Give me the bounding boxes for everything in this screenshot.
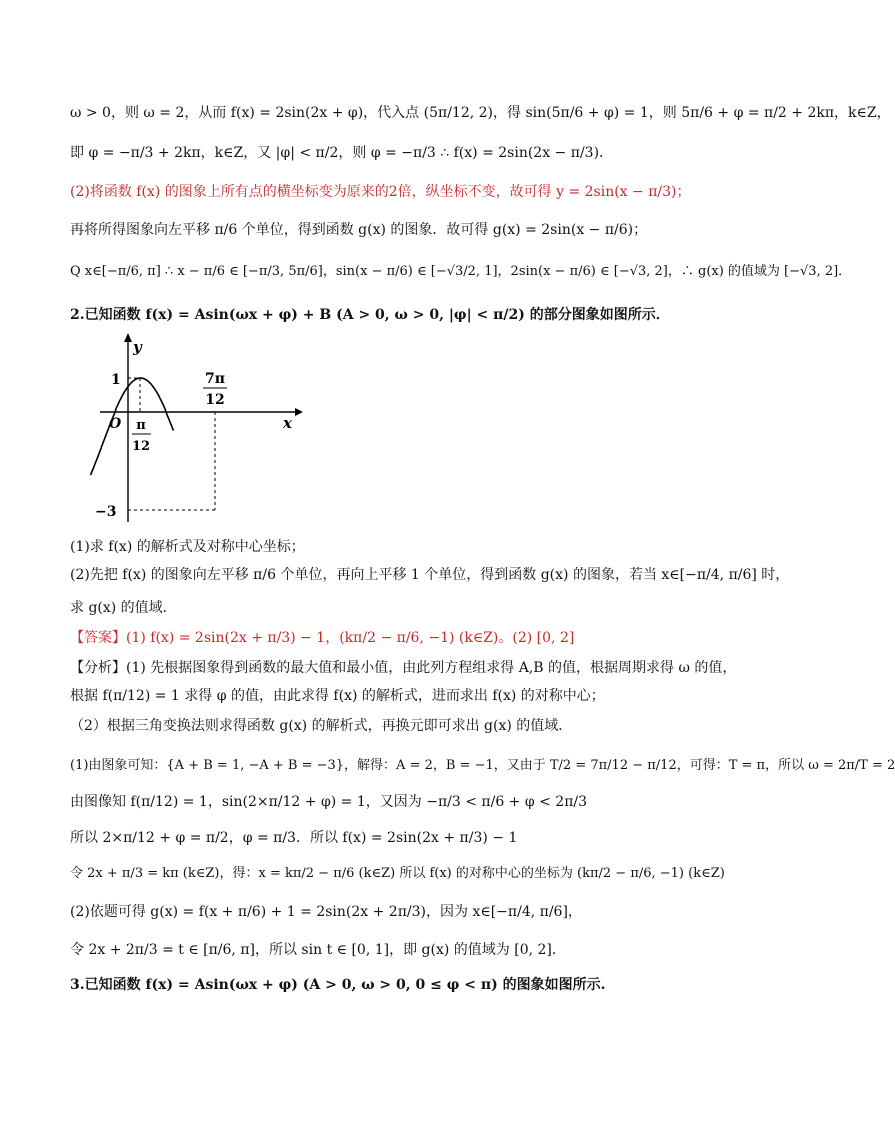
x-axis-arrow: [295, 408, 303, 416]
problem2-statement: 2.已知函数 f(x) = Asin(ωx + φ) + B (A > 0, ω > 0, |φ| < π/2) 的部分图象如图所示．: [70, 307, 670, 323]
x2-denominator: 12: [205, 392, 225, 408]
sine-curve: [91, 378, 174, 475]
problem2-q2b: 求 g(x) 的值域．: [70, 600, 177, 616]
solution-line-5: (2)依题可得 g(x) = f(x + π/6) + 1 = 2sin(2x + 2π/3)，因为 x∈[−π/4, π/6]，: [70, 904, 582, 920]
x-axis-label: x: [283, 414, 292, 432]
solution-line-2: 由图像知 f(π/12) = 1，sin(2×π/12 + φ) = 1，又因为 −π/3 < π/6 + φ < 2π/3: [70, 794, 588, 810]
prev-solution-line-4: 再将所得图象向左平移 π/6 个单位，得到函数 g(x) 的图象．故可得 g(x) = 2sin(x − π/6)；: [70, 222, 648, 238]
analysis-line-2: 根据 f(π/12) = 1 求得 φ 的值，由此求得 f(x) 的解析式，进而求出 f(x) 的对称中心；: [70, 688, 605, 704]
solution-line-3: 所以 2×π/12 + φ = π/2，φ = π/3．所以 f(x) = 2sin(2x + π/3) − 1: [70, 830, 518, 846]
part2-text: (2)将函数 f(x) 的图象上所有点的横坐标变为原来的2倍，纵坐标不变，故可得 y = 2sin(x − π/3)；: [70, 184, 691, 200]
answer-line: 【答案】(1) f(x) = 2sin(2x + π/3) − 1，(kπ/2 − π/6, −1) (k∈Z)。(2) [0, 2]: [70, 630, 575, 646]
solution-line-6: 令 2x + 2π/3 = t ∈ [π/6, π]，所以 sin t ∈ [0, 1]，即 g(x) 的值域为 [0, 2]．: [70, 942, 566, 958]
prev-solution-line-1: ω > 0，则 ω = 2，从而 f(x) = 2sin(2x + φ)，代入点 (5π/12, 2)，得 sin(5π/6 + φ) = 1，则 5π/6 + φ = π/2 + 2kπ，k∈Z，: [70, 105, 891, 121]
x1-numerator: π: [136, 418, 146, 433]
solution-line-1: (1)由图象可知：{A + B = 1, −A + B = −3}，解得：A = 2，B = −1，又由于 T/2 = 7π/12 − π/12，可得：T = π，所以 ω = 2π/T = 2: [70, 758, 895, 773]
problem2-q1: (1)求 f(x) 的解析式及对称中心坐标；: [70, 539, 305, 555]
solution-line-4: 令 2x + π/3 = kπ (k∈Z)，得：x = kπ/2 − π/6 (k∈Z) 所以 f(x) 的对称中心的坐标为 (kπ/2 − π/6, −1) (k∈Z): [70, 866, 725, 881]
analysis-line-3: （2）根据三角变换法则求得函数 g(x) 的解析式，再换元即可求出 g(x) 的值域．: [70, 718, 573, 734]
origin-label: O: [109, 416, 122, 432]
y-axis-label: y: [133, 338, 142, 356]
sine-graph: [95, 330, 310, 530]
x1-denominator: 12: [131, 439, 151, 454]
x2-numerator: 7π: [205, 371, 225, 387]
analysis-line-1: 【分析】(1) 先根据图象得到函数的最大值和最小值，由此列方程组求得 A,B 的值，根据周期求得 ω 的值，: [70, 660, 737, 676]
problem3-statement: 3.已知函数 f(x) = Asin(ωx + φ) (A > 0, ω > 0, 0 ≤ φ < π) 的图象如图所示.: [70, 977, 606, 993]
problem2-q2a: (2)先把 f(x) 的图象向左平移 π/6 个单位，再向上平移 1 个单位，得到函数 g(x) 的图象，若当 x∈[−π/4, π/6] 时，: [70, 567, 790, 583]
prev-solution-line-3: [70, 182, 753, 202]
y-axis-arrow: [124, 333, 132, 342]
prev-solution-line-2: 即 φ = −π/3 + 2kπ，k∈Z，又 |φ| < π/2，则 φ = −π/3 ∴ f(x) = 2sin(2x − π/3)．: [70, 145, 614, 161]
y-max-label: 1: [111, 372, 121, 388]
prev-solution-line-5: Q x∈[−π/6, π] ∴ x − π/6 ∈ [−π/3, 5π/6]，sin(x − π/6) ∈ [−√3/2, 1]，2sin(x − π/6) ∈ [−√3, 2]，∴ g(x) 的值域为 [−√3, 2]．: [70, 264, 852, 279]
y-min-label: −3: [95, 504, 117, 520]
